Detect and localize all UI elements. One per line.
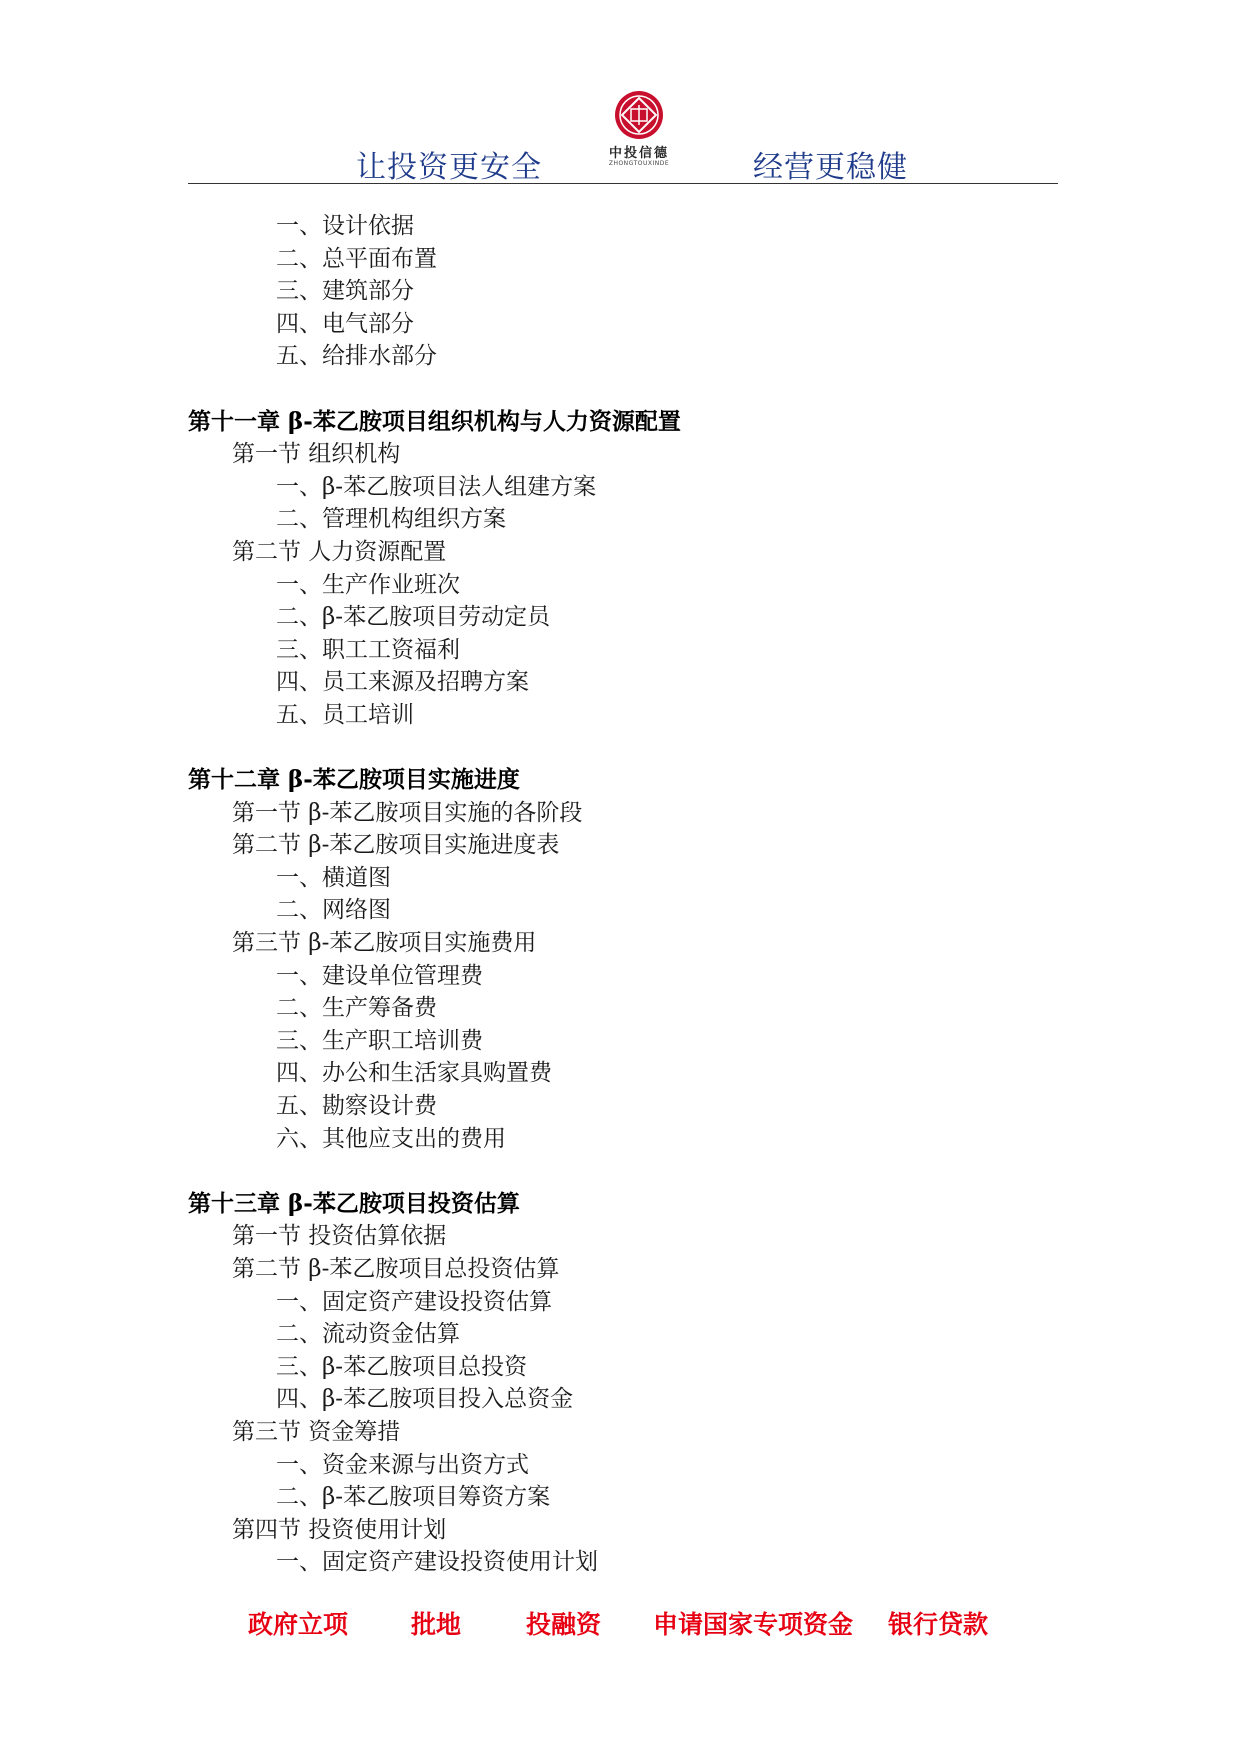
- toc-item: 二、流动资金估算: [276, 1321, 460, 1348]
- toc-item: 六、其他应支出的费用: [276, 1125, 506, 1152]
- toc-item: 二、β-苯乙胺项目筹资方案: [276, 1484, 551, 1511]
- toc-section: 第一节 投资估算依据: [232, 1223, 447, 1250]
- toc-item: 三、职工工资福利: [276, 636, 460, 663]
- toc-item: 一、固定资产建设投资使用计划: [276, 1549, 598, 1576]
- toc-item: 二、β-苯乙胺项目劳动定员: [276, 604, 551, 631]
- spacer: [188, 1155, 1058, 1188]
- footer-item-bank-loan: 银行贷款: [888, 1610, 989, 1639]
- footer-item-special-funds: 申请国家专项资金: [653, 1610, 854, 1639]
- table-of-contents: [188, 210, 1058, 1579]
- toc-section: 第二节 β-苯乙胺项目总投资估算: [232, 1256, 560, 1282]
- toc-section: 第四节 投资使用计划: [232, 1516, 447, 1543]
- footer-item-financing: 投融资: [526, 1610, 602, 1639]
- toc-item: 五、勘察设计费: [276, 1093, 437, 1120]
- toc-item: 三、β-苯乙胺项目总投资: [276, 1353, 528, 1380]
- footer-item-project-approval: 政府立项: [248, 1610, 349, 1639]
- page-footer: [0, 1605, 1241, 1645]
- toc-item: 四、β-苯乙胺项目投入总资金: [276, 1386, 574, 1413]
- logo-subtext: ZHONGTOUXINDE: [608, 160, 670, 167]
- footer-item-land-approval: 批地: [411, 1610, 462, 1639]
- toc-item: 一、β-苯乙胺项目法人组建方案: [276, 473, 597, 500]
- toc-item: 一、资金来源与出资方式: [276, 1451, 529, 1478]
- logo-text: 中投信德: [608, 146, 669, 161]
- chapter-13-title: 第十三章 β-苯乙胺项目投资估算: [188, 1189, 520, 1217]
- toc-item: 三、建筑部分: [276, 278, 414, 305]
- toc-section: 第二节 β-苯乙胺项目实施进度表: [232, 832, 560, 859]
- slogan-left: 让投资更安全: [356, 150, 542, 185]
- toc-section: 第一节 β-苯乙胺项目实施的各阶段: [232, 799, 583, 826]
- toc-section: 第一节 组织机构: [232, 441, 401, 468]
- toc-item: 四、办公和生活家具购置费: [276, 1060, 552, 1087]
- toc-item: 一、生产作业班次: [276, 571, 460, 598]
- page-header: [188, 90, 1058, 184]
- toc-section: 第二节 人力资源配置: [232, 538, 447, 565]
- logo-emblem-icon: [597, 90, 681, 142]
- spacer: [188, 373, 1058, 406]
- toc-item: 一、设计依据: [276, 213, 414, 239]
- chapter-12-title: 第十二章 β-苯乙胺项目实施进度: [188, 766, 520, 794]
- toc-item: 四、电气部分: [276, 310, 414, 337]
- toc-item: 二、网络图: [276, 897, 391, 924]
- toc-item: 三、生产职工培训费: [276, 1027, 483, 1054]
- toc-item: 二、生产筹备费: [276, 995, 437, 1022]
- toc-item: 一、固定资产建设投资估算: [276, 1288, 552, 1315]
- company-logo: [597, 90, 681, 180]
- toc-item: 五、给排水部分: [276, 343, 437, 370]
- toc-item: 二、管理机构组织方案: [276, 506, 506, 533]
- chapter-11-title: 第十一章 β-苯乙胺项目组织机构与人力资源配置: [188, 407, 681, 435]
- header-divider: [188, 183, 1058, 184]
- slogan-right: 经营更稳健: [753, 150, 908, 185]
- toc-item: 四、员工来源及招聘方案: [276, 669, 529, 696]
- spacer: [188, 732, 1058, 765]
- toc-item: 二、总平面布置: [276, 245, 437, 272]
- toc-item: 五、员工培训: [276, 701, 414, 728]
- toc-section: 第三节 β-苯乙胺项目实施费用: [232, 930, 537, 957]
- toc-item: 一、横道图: [276, 864, 391, 891]
- toc-item: 一、建设单位管理费: [276, 962, 483, 989]
- toc-section: 第三节 资金筹措: [232, 1418, 401, 1445]
